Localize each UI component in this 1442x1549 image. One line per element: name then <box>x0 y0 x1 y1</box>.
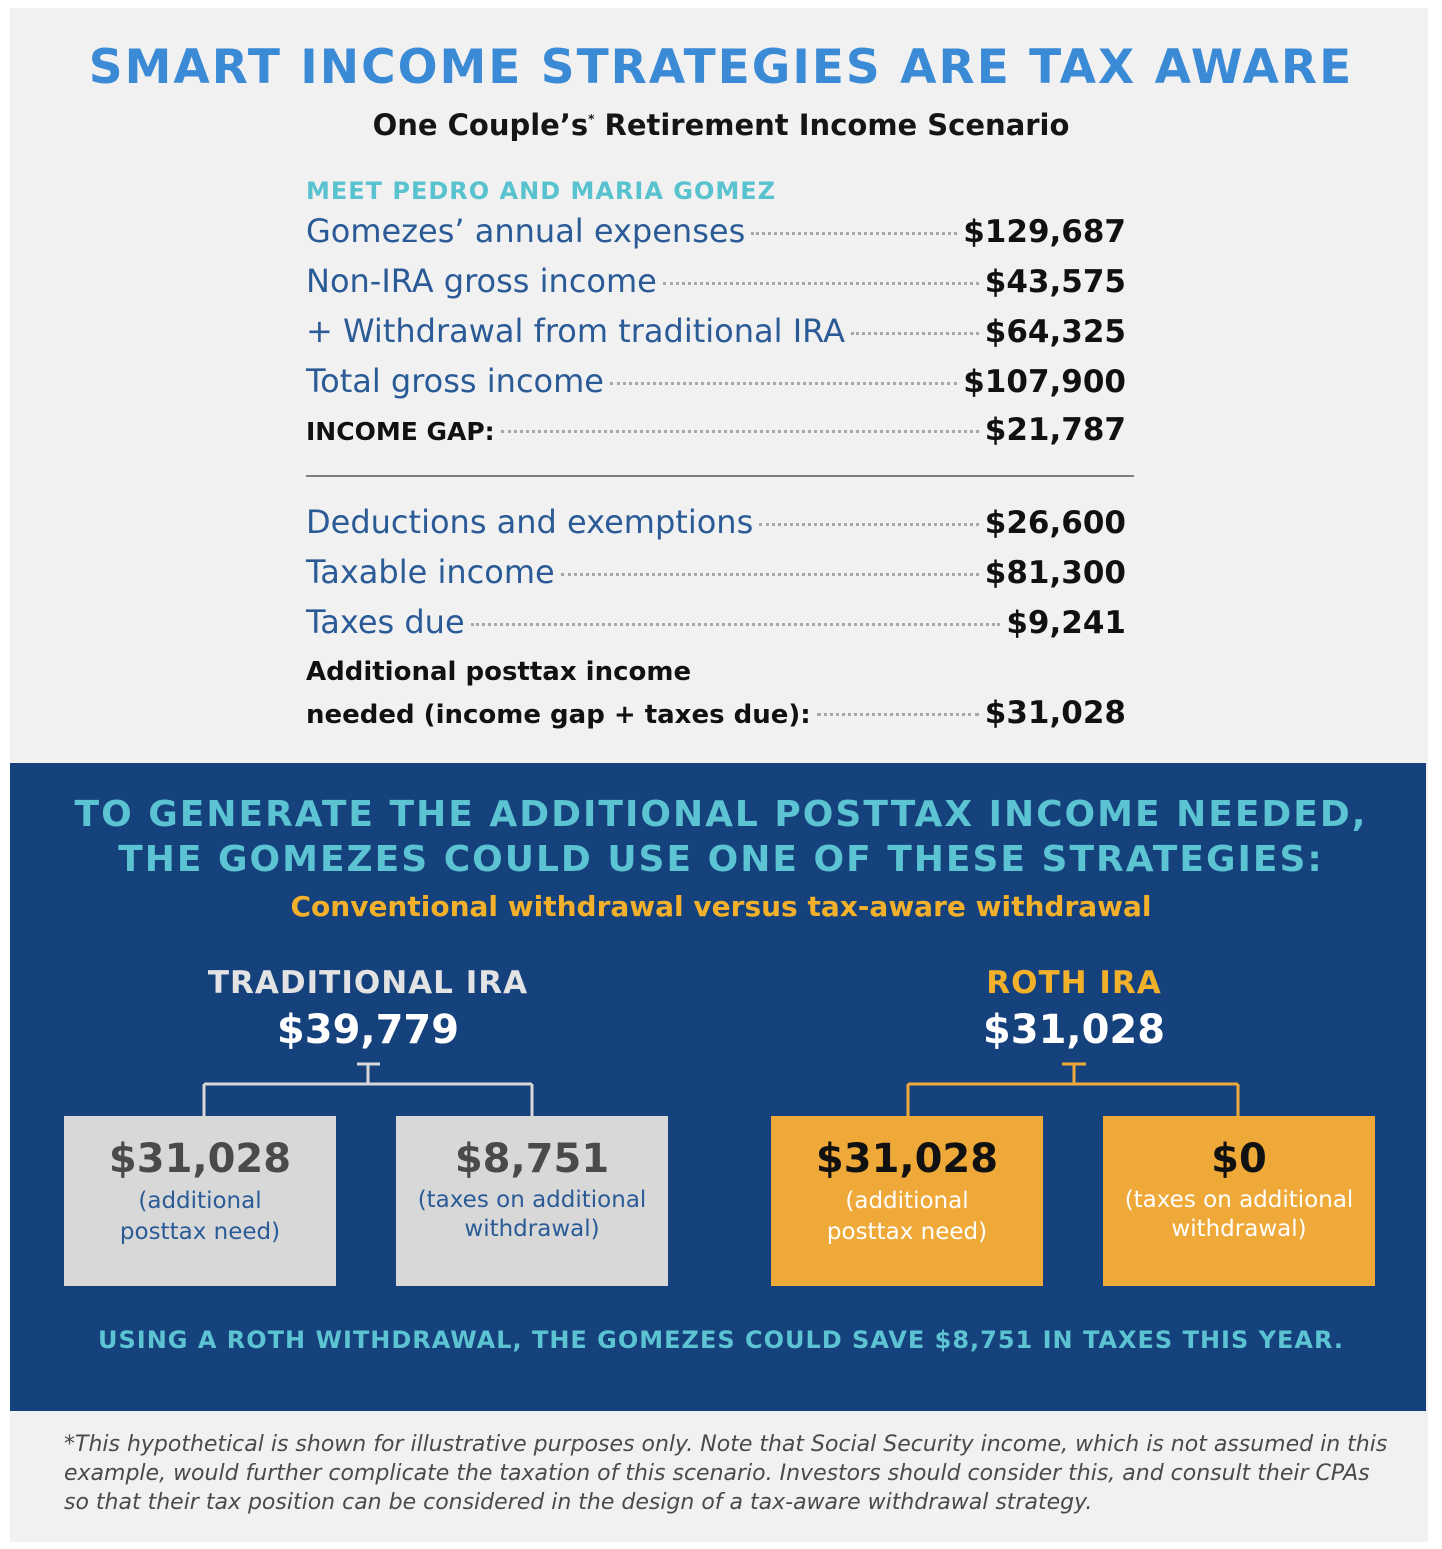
traditional-connector <box>204 1064 532 1116</box>
row-value: $81,300 <box>984 555 1126 591</box>
additional-income-label-line1: Additional posttax income <box>306 657 692 687</box>
box-description-line1: (taxes on additional <box>417 1187 647 1213</box>
scenario-heading: MEET PEDRO AND MARIA GOMEZ <box>306 177 777 205</box>
box-amount: $31,028 <box>108 1136 292 1182</box>
box-description-line2: withdrawal) <box>464 1216 600 1242</box>
row-value: $64,325 <box>984 314 1126 350</box>
roth-ira-title: ROTH IRA <box>986 965 1162 1001</box>
box-description <box>396 1186 668 1244</box>
strategies-heading-line1: TO GENERATE THE ADDITIONAL POSTTAX INCOME NEEDED, <box>74 794 1368 835</box>
row-label: INCOME GAP: <box>306 417 495 446</box>
box-amount: $31,028 <box>815 1136 999 1182</box>
row-label: Total gross income <box>306 362 604 400</box>
box-description <box>64 1186 336 1248</box>
row-value: $129,687 <box>963 214 1126 250</box>
traditional-ira-title: TRADITIONAL IRA <box>207 965 529 1001</box>
traditional-tax-box <box>396 1116 668 1286</box>
traditional-ira-total: $39,779 <box>276 1007 460 1053</box>
savings-statement: USING A ROTH WITHDRAWAL, THE GOMEZES COULD SAVE $8,751 IN TAXES THIS YEAR. <box>98 1326 1344 1354</box>
roth-ira-total: $31,028 <box>982 1007 1166 1053</box>
box-amount: $0 <box>1211 1136 1267 1182</box>
row-value: $26,600 <box>984 505 1126 541</box>
roth-tax-box <box>1103 1116 1375 1286</box>
page-title: SMART INCOME STRATEGIES ARE TAX AWARE <box>88 40 1354 95</box>
row-label: Taxes due <box>306 603 465 641</box>
footnote-disclaimer: *This hypothetical is shown for illustrative purposes only. Note that Social Security income, which is not assumed in this example, would further complicate the taxation of this scenario. Investors should consider this, and consult their CPAs so that their tax position can be considered in the design of a tax-aware withdrawal strategy. <box>64 1432 1388 1515</box>
row-label: + Withdrawal from traditional IRA <box>306 312 845 350</box>
box-description-line1: (taxes on additional <box>1124 1187 1354 1213</box>
box-amount: $8,751 <box>454 1136 610 1182</box>
subtitle-main: One Couple’s <box>372 108 589 142</box>
row-label: Gomezes’ annual expenses <box>306 212 746 250</box>
box-description-line2: posttax need) <box>826 1219 988 1245</box>
roth-need-box <box>771 1116 1043 1286</box>
roth-connector <box>908 1064 1238 1116</box>
comparison-subheading: Conventional withdrawal versus tax-aware withdrawal <box>290 890 1152 923</box>
subtitle-rest: Retirement Income Scenario <box>594 108 1070 142</box>
box-description-line2: withdrawal) <box>1171 1216 1307 1242</box>
traditional-need-box <box>64 1116 336 1286</box>
row-label: Non-IRA gross income <box>306 262 657 300</box>
row-value: $9,241 <box>1006 605 1126 641</box>
row-label: Deductions and exemptions <box>306 503 754 541</box>
box-description <box>1103 1186 1375 1244</box>
box-description-line2: posttax need) <box>119 1219 281 1245</box>
row-value: $31,028 <box>984 695 1126 731</box>
row-value: $107,900 <box>963 364 1126 400</box>
strategies-heading-line2: THE GOMEZES COULD USE ONE OF THESE STRATEGIES: <box>118 839 1324 880</box>
row-label: Taxable income <box>306 553 555 591</box>
row-value: $21,787 <box>984 412 1126 448</box>
row-value: $43,575 <box>984 264 1126 300</box>
box-description-line1: (additional <box>845 1188 969 1214</box>
subtitle-footnote-mark: * <box>588 112 595 126</box>
box-description <box>771 1186 1043 1248</box>
row-label: needed (income gap + taxes due): <box>306 700 811 730</box>
box-description-line1: (additional <box>138 1188 262 1214</box>
